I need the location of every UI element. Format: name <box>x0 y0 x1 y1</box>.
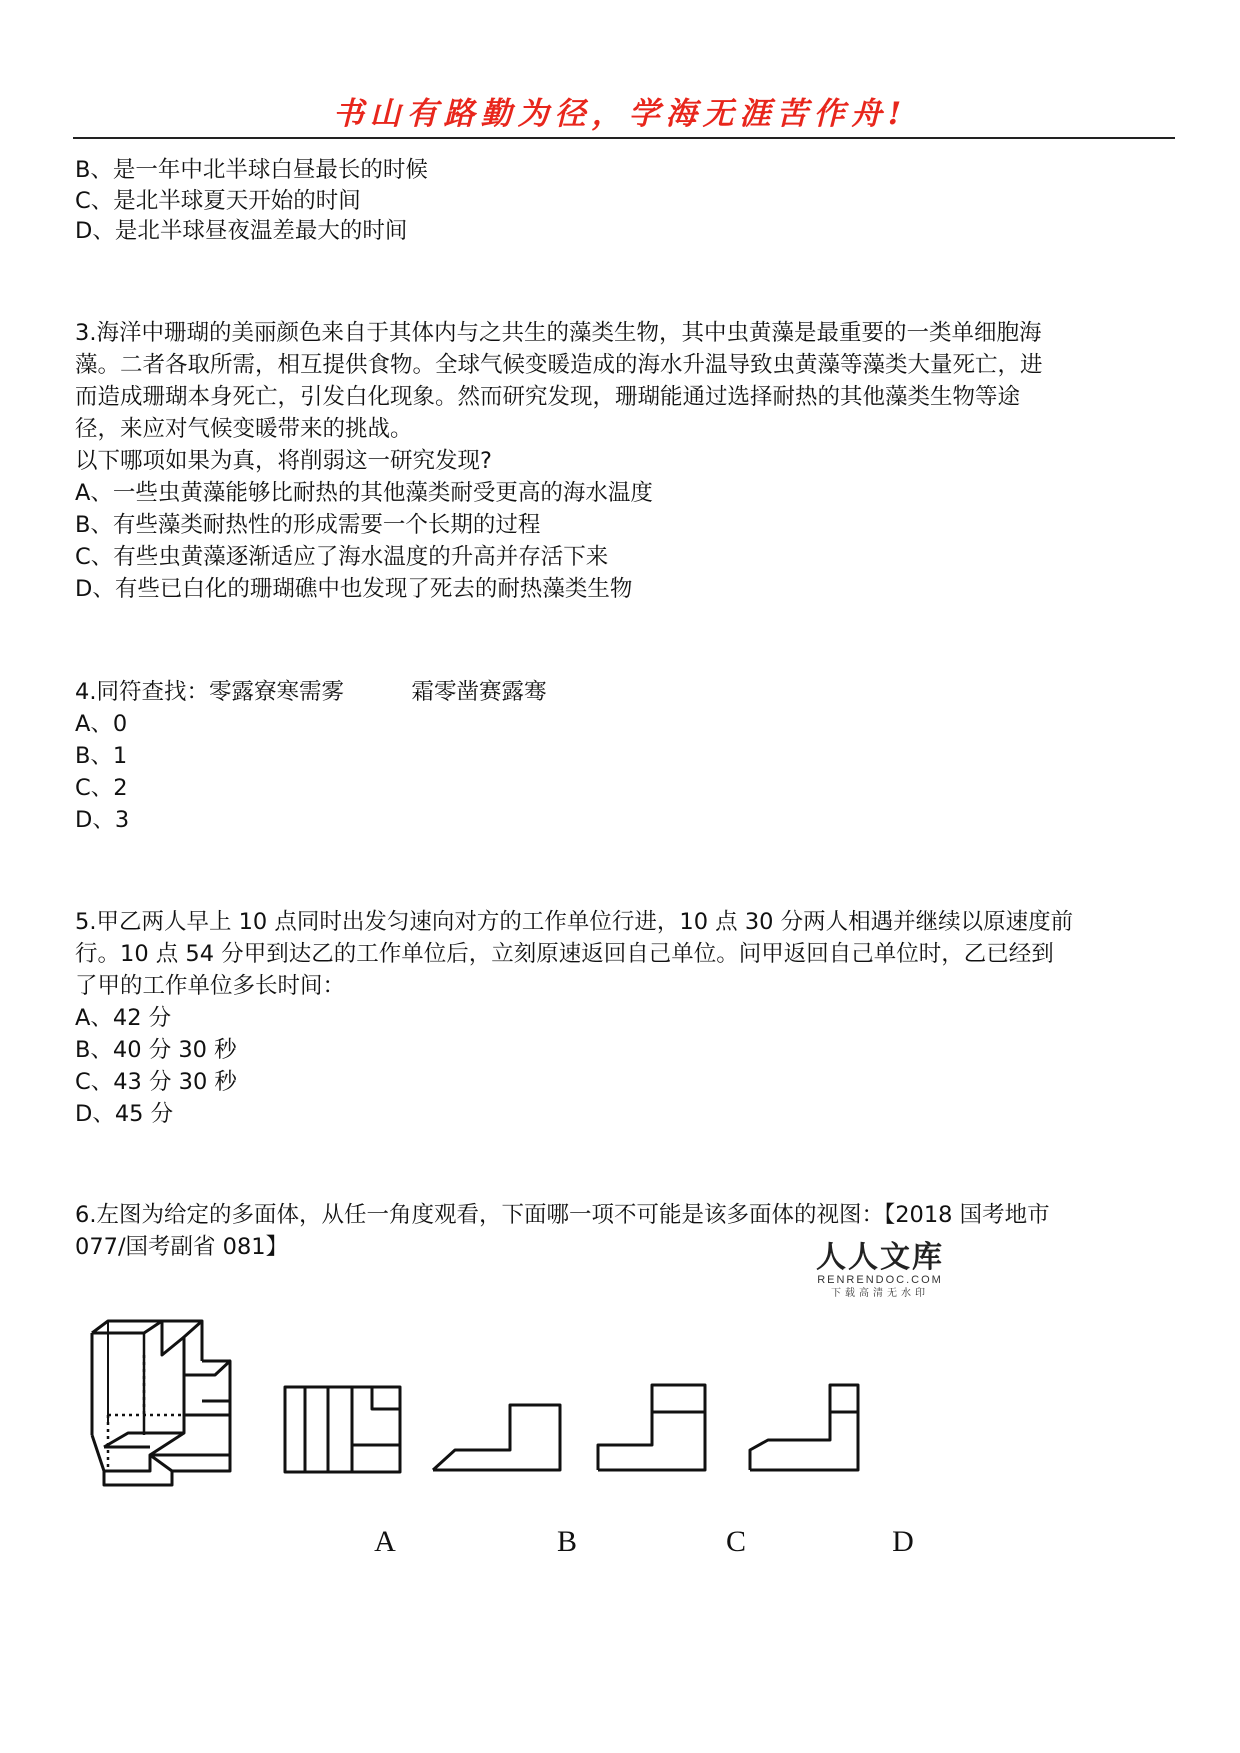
q6-figure <box>80 1315 980 1515</box>
q5-option-c: C、43 分 30 秒 <box>75 1069 237 1095</box>
option-c-label: C <box>725 1525 746 1558</box>
q3-option-c: C、有些虫黄藻逐渐适应了海水温度的升高并存活下来 <box>75 544 609 570</box>
header-divider <box>73 137 1175 139</box>
option-b-label: B <box>556 1525 577 1558</box>
q6-stem-line: 6.左图为给定的多面体，从任一角度观看，下面哪一项不可能是该多面体的视图：【2018 国考地市 <box>75 1202 1050 1228</box>
q5-option-d: D、45 分 <box>75 1101 174 1127</box>
option-b-view <box>433 1405 560 1470</box>
q3-option-b: B、有些藻类耐热性的形成需要一个长期的过程 <box>75 512 541 538</box>
q5-option-a: A、42 分 <box>75 1005 172 1031</box>
q5-stem-line: 行。10 点 54 分甲到达乙的工作单位后，立刻原速返回自己单位。问甲返回自己单位时，乙已经到 <box>75 941 1054 967</box>
watermark-tagline: 下载高清无水印 <box>831 1288 929 1299</box>
option-d-view <box>750 1385 858 1470</box>
q2-option-b: B、是一年中北半球白昼最长的时候 <box>75 157 428 183</box>
header-motto: 书山有路勤为径，学海无涯苦作舟! <box>332 96 908 132</box>
q3-stem-line: 而造成珊瑚本身死亡，引发白化现象。然而研究发现，珊瑚能通过选择耐热的其他藻类生物等途 <box>75 384 1021 410</box>
q3-stem-line: 3.海洋中珊瑚的美丽颜色来自于其体内与之共生的藻类生物，其中虫黄藻是最重要的一类单细胞海 <box>75 320 1042 346</box>
watermark-logo <box>800 1242 960 1300</box>
q5-option-b: B、40 分 30 秒 <box>75 1037 237 1063</box>
q2-option-d: D、是北半球昼夜温差最大的时间 <box>75 218 408 244</box>
q4-option-a: A、0 <box>75 711 128 737</box>
q3-question: 以下哪项如果为真，将削弱这一研究发现? <box>75 448 492 474</box>
watermark-name: 人人文库 <box>816 1240 944 1275</box>
option-a-view <box>285 1387 400 1472</box>
given-polyhedron <box>92 1321 230 1485</box>
q5-stem-line: 5.甲乙两人早上 10 点同时出发匀速向对方的工作单位行进，10 点 30 分两人相遇并继续以原速度前 <box>75 909 1074 935</box>
watermark-domain: RENRENDOC.COM <box>817 1274 943 1286</box>
q3-option-d: D、有些已白化的珊瑚礁中也发现了死去的耐热藻类生物 <box>75 576 633 602</box>
q6-stem-line: 077/国考副省 081】 <box>75 1234 289 1260</box>
option-c-view <box>598 1385 705 1470</box>
option-d-label: D <box>892 1525 914 1558</box>
q4-option-d: D、3 <box>75 807 130 833</box>
q5-stem-line: 了甲的工作单位多长时间： <box>75 973 346 999</box>
q2-option-c: C、是北半球夏天开始的时间 <box>75 188 361 214</box>
q3-stem-line: 藻。二者各取所需，相互提供食物。全球气候变暖造成的海水升温导致虫黄藻等藻类大量死亡，进 <box>75 352 1043 378</box>
option-a-label: A <box>374 1525 396 1558</box>
q3-option-a: A、一些虫黄藻能够比耐热的其他藻类耐受更高的海水温度 <box>75 480 653 506</box>
q4-stem: 4.同符查找：零露寮寒需雾 霜零凿赛露骞 <box>75 679 547 705</box>
q4-option-c: C、2 <box>75 775 128 801</box>
q3-stem-line: 径，来应对气候变暖带来的挑战。 <box>75 416 413 442</box>
q4-option-b: B、1 <box>75 743 128 769</box>
